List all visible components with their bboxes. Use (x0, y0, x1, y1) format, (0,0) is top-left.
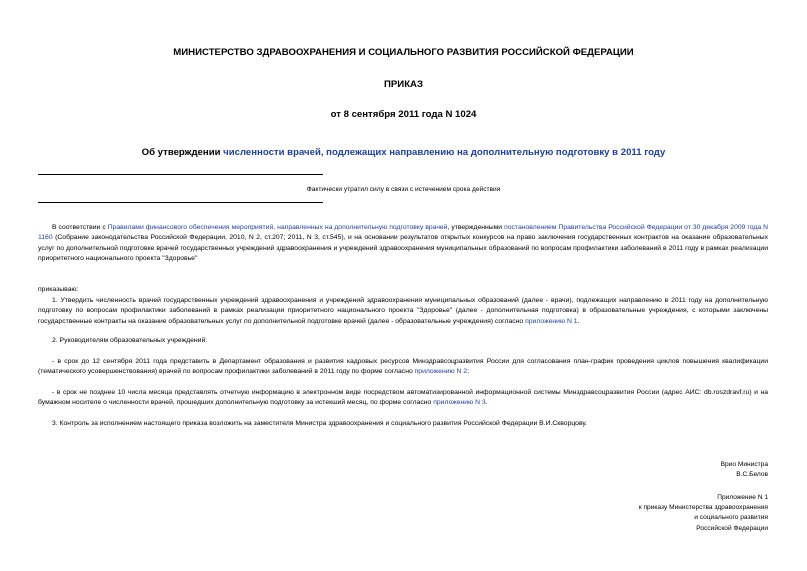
item-1-text: 1. Утвердить численность врачей государственных учреждений здравоохранения и учреждений здравоохранения муниципальных образований (далее - врачи), подлежащих направлению в 2011 году на дополнительную подготовку по вопросам профилактики заболеваний в рамках реализации приоритетного национального проекта "Здоровье" (далее - дополнительная подготовка) в образовательные учреждения, с которыми заключены государственные контракты на оказание образовательных услуг по дополнительной подготовке врачей (далее - образовательные учреждения) согласно (38, 297, 768, 325)
appendix-line-4: Российской Федерации (696, 524, 768, 532)
item-2b-text: - в срок не позднее 10 числа месяца представлять отчетную информацию в электронном виде посредством автоматизированной информационной системы Минздравсоцразвития России (адрес АИС: db.roszdravf.ru) и на бумажном носителе о численности врачей, прошедших дополнительную подготовку за истекший месяц, по форме согласно (38, 389, 768, 407)
preamble-text-2: , утвержденными (447, 224, 505, 231)
signature-block (721, 460, 768, 480)
doc-title-prefix: Об утверждении (141, 147, 224, 158)
appendix-1-link[interactable]: приложению N 1 (525, 317, 578, 325)
item-2-paragraph: 2. Руководителям образовательных учреждений: (52, 337, 208, 344)
bottom-divider (38, 202, 323, 203)
item-3-paragraph: 3. Контроль за исполнением настоящего приказа возложить на заместителя Министра здравоохранения и социального развития Российской Федерации В.И.Скворцову. (52, 420, 588, 427)
top-divider (38, 174, 323, 175)
preamble-paragraph (38, 223, 768, 265)
item-1-end: . (577, 317, 580, 325)
doc-title (0, 147, 807, 158)
preamble-text-3: (Собрание законодательства Российской Федерации, 2010, N 2, ст.207; 2011, N 3, ст.545), и на основании результатов открытых конкурсов на право заключения государственных контрактов на оказание образовательных услуг по дополнительной подготовке врачей государственных учреждений здравоохранения и учреждений здравоохранения муниципальных образований по вопросам профилактики заболеваний в 2011 году в рамках реализации приоритетного национального проекта "Здоровье" (38, 234, 768, 263)
signature-name: В.С.Белов (736, 471, 768, 479)
item-1-paragraph (38, 296, 768, 327)
doc-title-link[interactable]: численности врачей, подлежащих направлению на дополнительную подготовку в 2011 году (223, 147, 666, 158)
appendix-line-3: и социального развития (694, 514, 768, 522)
status-note: Фактически утратил силу в связи с истечением срока действия (306, 186, 501, 193)
appendix-3-link[interactable]: приложению N 3 (433, 399, 486, 407)
item-2b-paragraph (38, 388, 768, 409)
item-2b-end: . (485, 399, 488, 407)
appendix-2-link[interactable]: приложению N 2 (414, 368, 468, 376)
doc-date-heading: от 8 сентября 2011 года N 1024 (330, 109, 477, 120)
ministry-heading: МИНИСТЕРСТВО ЗДРАВООХРАНЕНИЯ И СОЦИАЛЬНОГО РАЗВИТИЯ РОССИЙСКОЙ ФЕДЕРАЦИИ (173, 47, 634, 58)
doc-type-heading: ПРИКАЗ (384, 79, 423, 90)
appendix-line-2: к приказу Министерства здравоохранения (638, 504, 768, 512)
signature-role: Врио Министра (720, 461, 768, 468)
item-2a-paragraph (38, 357, 768, 378)
rules-link[interactable]: Правилами финансового обеспечения мероприятий, направленных на дополнительную подготовку врачей (107, 224, 448, 231)
item-2a-text: - в срок до 12 сентября 2011 года представить в Департамент образования и развития кадровых ресурсов Минздравсоцразвития России для согласования план-график проведения циклов повышения квалификации (тематического усовершенствования) врачей по вопросам профилактики заболеваний в 2011 году по форме согласно (38, 358, 768, 376)
appendix-line-1: Приложение N 1 (717, 494, 768, 501)
preamble-text-1: В соответствии с (52, 224, 108, 231)
resolution-link[interactable]: постановлением Правительства Российской Федерации от 30 декабря 2009 года N 1160 (38, 224, 768, 242)
item-2a-end: ; (467, 368, 469, 376)
appendix-block (639, 493, 768, 534)
order-word: приказываю: (38, 286, 79, 293)
